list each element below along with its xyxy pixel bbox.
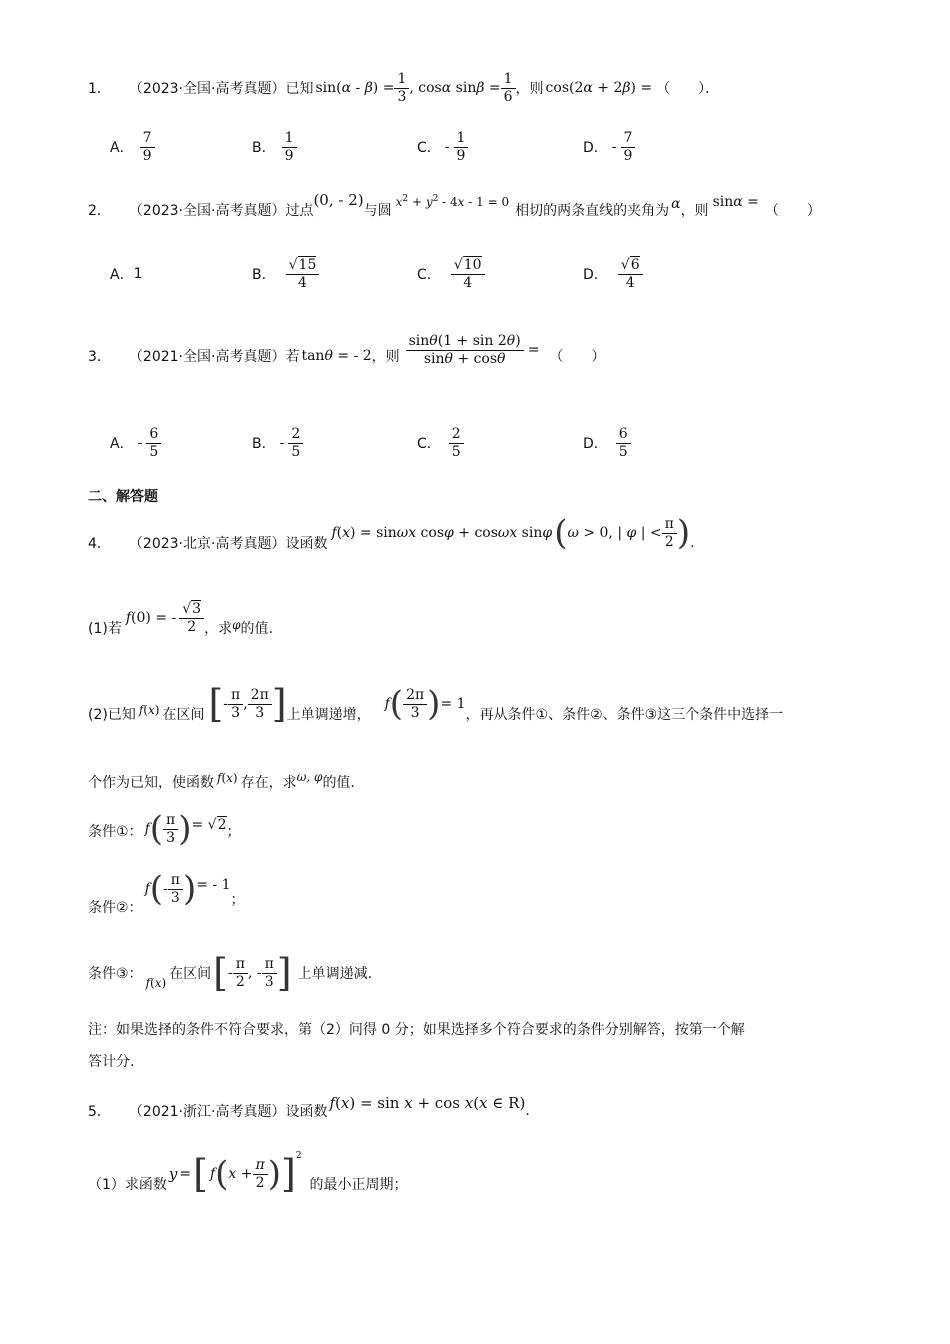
condition-3[interactable]: 条件③： f(x) 在区间 [ - $\frac{\pi}{2}$ , - $\frac{\pi}{3}$ ] 上单调递减.	[88, 951, 373, 995]
question-number: 4．	[88, 536, 111, 552]
answer-bracket: （ ）	[549, 349, 606, 365]
option-d[interactable]: D． $\frac{√6}{4}$	[583, 250, 643, 298]
question-4-part-2-continued: 个作为已知，使函数 f(x) 存在，求 ω, φ 的值.	[88, 770, 355, 791]
option-c[interactable]: C． $\frac{2}{5}$	[417, 422, 464, 464]
question-source: （2023·全国·高考真题）	[128, 81, 286, 97]
stem-text: ，则	[515, 81, 544, 97]
option-b[interactable]: B． $\frac{√15}{4}$	[252, 250, 319, 298]
stem-text: 过点	[285, 203, 314, 219]
question-5-stem: 5． （2021·浙江·高考真题） 设函数 f(x) = sin x + cos x(x ∈ R) .	[88, 1094, 530, 1120]
question-4-stem: 4． （2023·北京·高考真题） 设函数 f(x) = sinωx cosφ + cosωx sinφ ( ω > 0, | φ | < $\frac{\pi}{2}$ ) .	[88, 513, 695, 553]
math-formula: f(0) = -	[125, 610, 177, 626]
option-b[interactable]: B． $\frac{1}{9}$	[252, 126, 297, 168]
stem-text: 相切的两条直线的夹角为	[515, 203, 670, 219]
option-c[interactable]: C． - $\frac{1}{9}$	[417, 126, 468, 168]
math-alpha: α	[671, 196, 681, 212]
option-c[interactable]: C． $\frac{√10}{4}$	[417, 250, 485, 298]
question-4-note: 注：如果选择的条件不符合要求，第（2）问得 0 分；如果选择多个符合要求的条件分别解答，按第一个解 答计分.	[88, 1022, 745, 1070]
section-title: 二、解答题	[88, 489, 158, 505]
answer-bracket: （ ）．	[656, 81, 720, 97]
question-1-stem	[88, 72, 719, 104]
stem-text: 设函数	[285, 1104, 328, 1120]
question-source: （2021·浙江·高考真题）	[128, 1104, 286, 1120]
math-function-definition: f(x) = sinωx cosφ + cosωx sinφ	[331, 525, 553, 541]
condition-2[interactable]: 条件②： f ( - $\frac{\pi}{3}$ ) = - 1 ；	[88, 869, 245, 916]
option-a[interactable]: A． 1	[110, 266, 143, 283]
question-4-part-2: (2)已知 f(x) 在区间 [ - $\frac{\pi}{3}$ , $\frac{2\pi}{3}$ ] 上单调递增， f ( $\frac{2\pi}{3}$ ) = 1 ，再从条件①、条件②、条件③这三个条件中选择一	[88, 682, 784, 726]
question-number: 2．	[88, 203, 111, 219]
question-3-options	[110, 422, 670, 464]
option-b[interactable]: B． - $\frac{2}{5}$	[252, 422, 303, 464]
fraction: $\frac{\sin\theta(1 + \sin 2\theta)}{\sin\theta + \cos\theta}$	[406, 333, 524, 366]
math-function-definition: f(x) = sin x + cos x(x ∈ R)	[329, 1094, 526, 1112]
question-source: （2023·全国·高考真题）	[128, 203, 286, 219]
condition-1[interactable]: 条件①： f ( $\frac{\pi}{3}$ ) = √2 ；	[88, 809, 241, 849]
math-formula: tanθ = - 2	[301, 348, 372, 364]
math-circle-equation: $x^2 + y^2 - 4x - 1 = 0$	[395, 193, 510, 209]
option-d[interactable]: D． $\frac{6}{5}$	[583, 422, 631, 464]
stem-text: 设函数	[285, 536, 328, 552]
stem-text: 已知	[285, 81, 314, 97]
question-source: （2023·北京·高考真题）	[128, 536, 286, 552]
question-2-options	[110, 250, 670, 298]
part-label: (2)已知	[88, 707, 136, 723]
math-point: (0, - 2)	[313, 191, 364, 209]
fraction: $\frac{1}{6}$	[501, 71, 516, 104]
part-label: （1）求函数	[88, 1177, 167, 1193]
math-formula: sin(α - β) =	[315, 80, 395, 96]
part-label: (1)若	[88, 621, 122, 637]
question-number: 5．	[88, 1104, 111, 1120]
stem-text: 与圆	[363, 203, 392, 219]
question-1-options	[110, 126, 670, 168]
question-source: （2021·全国·高考真题）	[128, 349, 286, 365]
answer-bracket: （ ）	[764, 203, 821, 219]
question-4-part-1: (1)若 f(0) = - $\frac{√3}{2}$ ，求 φ 的值.	[88, 601, 273, 637]
question-2-stem	[88, 190, 821, 230]
option-a[interactable]: A． $\frac{7}{9}$	[110, 126, 155, 168]
math-formula: , cosα sinβ =	[409, 80, 501, 96]
question-5-part-1: （1）求函数 y = [ f ( x + $\frac{\pi}{2}$ ) ] 2 的最小正周期；	[88, 1151, 408, 1196]
question-3-stem: 3． （2021·全国·高考真题） 若 tanθ = - 2 ，则 $\frac{\sin\theta(1 + \sin 2\theta)}{\sin\theta + \cos\theta}$ = （ ）	[88, 333, 606, 367]
math-sin-alpha: sinα =	[712, 194, 759, 210]
stem-text: ，则	[371, 349, 400, 365]
option-a[interactable]: A． - $\frac{6}{5}$	[110, 422, 161, 464]
stem-text: 若	[285, 349, 300, 365]
math-formula: cos(2α + 2β) =	[545, 80, 653, 96]
option-d[interactable]: D． - $\frac{7}{9}$	[583, 126, 635, 168]
stem-text: ，则	[680, 203, 709, 219]
question-number: 1．	[88, 81, 111, 97]
question-number: 3．	[88, 349, 111, 365]
fraction: $\frac{1}{3}$	[394, 71, 409, 104]
